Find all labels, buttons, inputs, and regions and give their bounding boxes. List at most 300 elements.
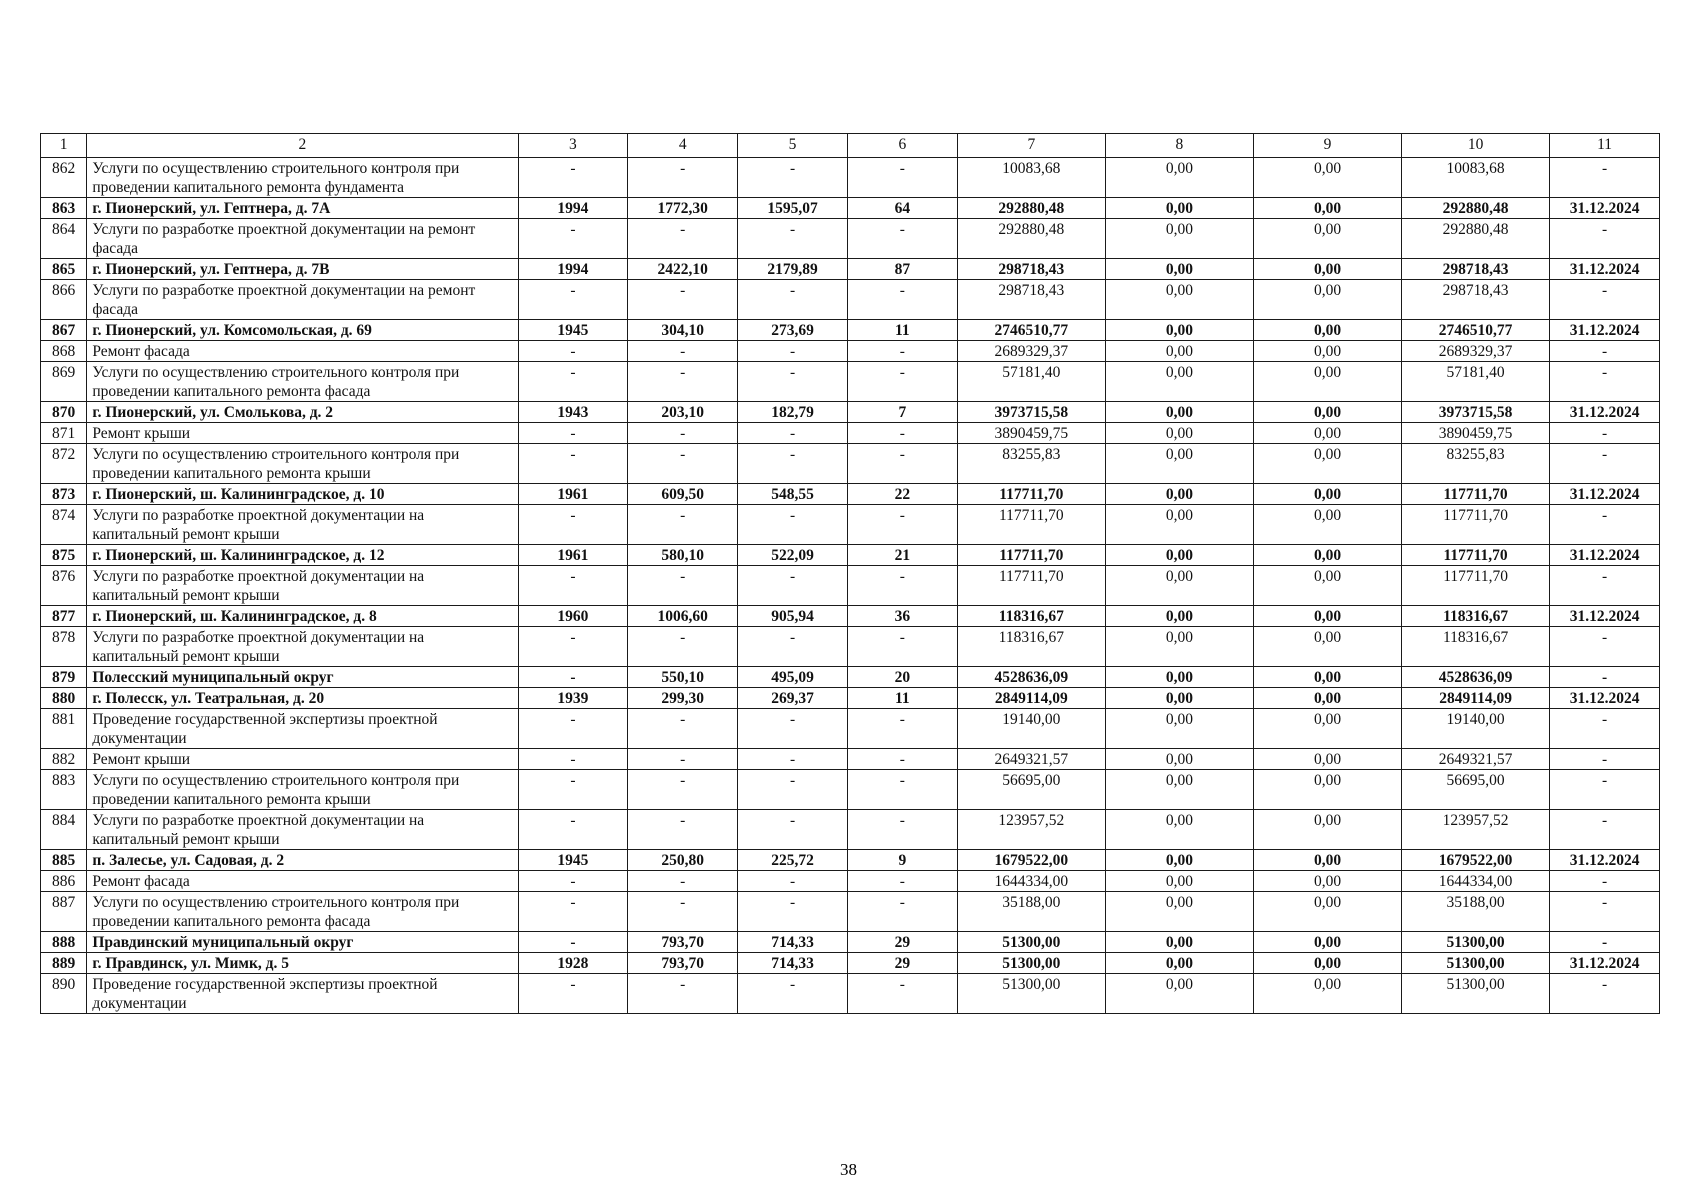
- owners-cost: 35188,00: [1402, 892, 1550, 932]
- fund-cost: 0,00: [1105, 953, 1253, 974]
- living-area: -: [738, 219, 848, 259]
- owners-cost: 1679522,00: [1402, 850, 1550, 871]
- fund-cost: 0,00: [1105, 850, 1253, 871]
- owners-cost: 118316,67: [1402, 606, 1550, 627]
- work-row: [41, 627, 1660, 667]
- total-cost: 118316,67: [957, 627, 1105, 667]
- owners-cost: 117711,70: [1402, 505, 1550, 545]
- residents: -: [847, 423, 957, 444]
- fund-cost: 0,00: [1105, 932, 1253, 953]
- budget-cost: 0,00: [1253, 219, 1401, 259]
- total-area: -: [628, 770, 738, 810]
- total-cost: 4528636,09: [957, 667, 1105, 688]
- fund-cost: 0,00: [1105, 709, 1253, 749]
- total-area: -: [628, 709, 738, 749]
- living-area: 225,72: [738, 850, 848, 871]
- row-number: 876: [41, 566, 87, 606]
- fund-cost: 0,00: [1105, 545, 1253, 566]
- living-area: -: [738, 871, 848, 892]
- total-cost: 118316,67: [957, 606, 1105, 627]
- address-row: [41, 850, 1660, 871]
- completion-date: -: [1550, 749, 1660, 770]
- living-area: 1595,07: [738, 198, 848, 219]
- total-area: -: [628, 627, 738, 667]
- work-name: Услуги по осуществлению строительного контроля при проведении капитального ремонта крыши: [87, 444, 518, 484]
- total-cost: 1644334,00: [957, 871, 1105, 892]
- year-built: -: [518, 341, 628, 362]
- budget-cost: 0,00: [1253, 444, 1401, 484]
- owners-cost: 117711,70: [1402, 545, 1550, 566]
- completion-date: -: [1550, 627, 1660, 667]
- row-number: 875: [41, 545, 87, 566]
- year-built: -: [518, 709, 628, 749]
- address-row: [41, 198, 1660, 219]
- completion-date: -: [1550, 566, 1660, 606]
- owners-cost: 2746510,77: [1402, 320, 1550, 341]
- row-number: 864: [41, 219, 87, 259]
- column-number-row: [41, 134, 1660, 158]
- fund-cost: 0,00: [1105, 402, 1253, 423]
- row-number: 871: [41, 423, 87, 444]
- living-area: -: [738, 505, 848, 545]
- address-row: [41, 953, 1660, 974]
- budget-cost: 0,00: [1253, 953, 1401, 974]
- total-area: 580,10: [628, 545, 738, 566]
- owners-cost: 51300,00: [1402, 974, 1550, 1014]
- budget-cost: 0,00: [1253, 749, 1401, 770]
- row-number: 874: [41, 505, 87, 545]
- total-area: 203,10: [628, 402, 738, 423]
- row-number: 889: [41, 953, 87, 974]
- work-name: Услуги по осуществлению строительного контроля при проведении капитального ремонта фундамента: [87, 158, 518, 198]
- budget-cost: 0,00: [1253, 402, 1401, 423]
- fund-cost: 0,00: [1105, 280, 1253, 320]
- residents: -: [847, 892, 957, 932]
- total-area: -: [628, 871, 738, 892]
- living-area: -: [738, 341, 848, 362]
- address-row: [41, 402, 1660, 423]
- living-area: 548,55: [738, 484, 848, 505]
- completion-date: 31.12.2024: [1550, 484, 1660, 505]
- living-area: -: [738, 770, 848, 810]
- living-area: 269,37: [738, 688, 848, 709]
- year-built: -: [518, 892, 628, 932]
- column-number-header: 3: [518, 134, 628, 158]
- work-row: [41, 566, 1660, 606]
- residents: -: [847, 566, 957, 606]
- residents: -: [847, 341, 957, 362]
- work-name: Услуги по осуществлению строительного контроля при проведении капитального ремонта фасада: [87, 362, 518, 402]
- total-area: -: [628, 974, 738, 1014]
- living-area: -: [738, 280, 848, 320]
- total-cost: 56695,00: [957, 770, 1105, 810]
- completion-date: -: [1550, 280, 1660, 320]
- total-cost: 83255,83: [957, 444, 1105, 484]
- year-built: -: [518, 158, 628, 198]
- total-cost: 117711,70: [957, 484, 1105, 505]
- row-number: 882: [41, 749, 87, 770]
- row-number: 862: [41, 158, 87, 198]
- budget-cost: 0,00: [1253, 932, 1401, 953]
- total-area: -: [628, 362, 738, 402]
- living-area: 714,33: [738, 953, 848, 974]
- total-area: 1772,30: [628, 198, 738, 219]
- owners-cost: 51300,00: [1402, 953, 1550, 974]
- living-area: -: [738, 892, 848, 932]
- work-row: [41, 280, 1660, 320]
- row-number: 877: [41, 606, 87, 627]
- owners-cost: 4528636,09: [1402, 667, 1550, 688]
- residents: -: [847, 770, 957, 810]
- owners-cost: 292880,48: [1402, 198, 1550, 219]
- works-table: [40, 133, 1660, 1014]
- fund-cost: 0,00: [1105, 688, 1253, 709]
- row-number: 869: [41, 362, 87, 402]
- owners-cost: 292880,48: [1402, 219, 1550, 259]
- owners-cost: 118316,67: [1402, 627, 1550, 667]
- year-built: 1945: [518, 850, 628, 871]
- total-cost: 19140,00: [957, 709, 1105, 749]
- completion-date: -: [1550, 871, 1660, 892]
- owners-cost: 56695,00: [1402, 770, 1550, 810]
- row-number: 881: [41, 709, 87, 749]
- owners-cost: 298718,43: [1402, 280, 1550, 320]
- residents: -: [847, 871, 957, 892]
- row-number: 867: [41, 320, 87, 341]
- owners-cost: 117711,70: [1402, 484, 1550, 505]
- residents: -: [847, 505, 957, 545]
- total-area: -: [628, 444, 738, 484]
- living-area: 182,79: [738, 402, 848, 423]
- fund-cost: 0,00: [1105, 423, 1253, 444]
- year-built: -: [518, 770, 628, 810]
- budget-cost: 0,00: [1253, 484, 1401, 505]
- completion-date: -: [1550, 932, 1660, 953]
- residents: -: [847, 280, 957, 320]
- work-name: Проведение государственной экспертизы проектной документации: [87, 709, 518, 749]
- work-row: [41, 892, 1660, 932]
- work-row: [41, 810, 1660, 850]
- work-name: Правдинский муниципальный округ: [87, 932, 518, 953]
- fund-cost: 0,00: [1105, 892, 1253, 932]
- completion-date: -: [1550, 505, 1660, 545]
- row-number: 873: [41, 484, 87, 505]
- budget-cost: 0,00: [1253, 850, 1401, 871]
- residents: 87: [847, 259, 957, 280]
- budget-cost: 0,00: [1253, 423, 1401, 444]
- living-area: -: [738, 362, 848, 402]
- work-name: г. Правдинск, ул. Мимк, д. 5: [87, 953, 518, 974]
- row-number: 880: [41, 688, 87, 709]
- work-name: Услуги по разработке проектной документации на капитальный ремонт крыши: [87, 810, 518, 850]
- total-cost: 51300,00: [957, 953, 1105, 974]
- work-name: Проведение государственной экспертизы проектной документации: [87, 974, 518, 1014]
- year-built: 1943: [518, 402, 628, 423]
- residents: 36: [847, 606, 957, 627]
- fund-cost: 0,00: [1105, 606, 1253, 627]
- year-built: -: [518, 810, 628, 850]
- work-name: Услуги по разработке проектной документации на ремонт фасада: [87, 280, 518, 320]
- work-row: [41, 974, 1660, 1014]
- year-built: -: [518, 749, 628, 770]
- fund-cost: 0,00: [1105, 444, 1253, 484]
- completion-date: -: [1550, 219, 1660, 259]
- residents: -: [847, 444, 957, 484]
- living-area: -: [738, 974, 848, 1014]
- budget-cost: 0,00: [1253, 627, 1401, 667]
- fund-cost: 0,00: [1105, 566, 1253, 606]
- residents: -: [847, 749, 957, 770]
- row-number: 868: [41, 341, 87, 362]
- fund-cost: 0,00: [1105, 810, 1253, 850]
- residents: -: [847, 158, 957, 198]
- year-built: -: [518, 219, 628, 259]
- residents: -: [847, 974, 957, 1014]
- year-built: 1945: [518, 320, 628, 341]
- fund-cost: 0,00: [1105, 484, 1253, 505]
- total-cost: 35188,00: [957, 892, 1105, 932]
- work-row: [41, 423, 1660, 444]
- row-number: 885: [41, 850, 87, 871]
- fund-cost: 0,00: [1105, 219, 1253, 259]
- address-row: [41, 932, 1660, 953]
- work-row: [41, 505, 1660, 545]
- total-area: -: [628, 158, 738, 198]
- fund-cost: 0,00: [1105, 341, 1253, 362]
- residents: 29: [847, 932, 957, 953]
- living-area: 714,33: [738, 932, 848, 953]
- budget-cost: 0,00: [1253, 341, 1401, 362]
- budget-cost: 0,00: [1253, 362, 1401, 402]
- living-area: 495,09: [738, 667, 848, 688]
- column-number-header: 9: [1253, 134, 1401, 158]
- work-name: Услуги по разработке проектной документации на капитальный ремонт крыши: [87, 566, 518, 606]
- completion-date: -: [1550, 158, 1660, 198]
- total-area: 250,80: [628, 850, 738, 871]
- completion-date: -: [1550, 667, 1660, 688]
- total-cost: 57181,40: [957, 362, 1105, 402]
- completion-date: -: [1550, 974, 1660, 1014]
- total-cost: 292880,48: [957, 219, 1105, 259]
- total-cost: 123957,52: [957, 810, 1105, 850]
- year-built: 1994: [518, 198, 628, 219]
- owners-cost: 2849114,09: [1402, 688, 1550, 709]
- living-area: -: [738, 444, 848, 484]
- year-built: -: [518, 932, 628, 953]
- year-built: -: [518, 566, 628, 606]
- living-area: 905,94: [738, 606, 848, 627]
- completion-date: 31.12.2024: [1550, 198, 1660, 219]
- row-number: 872: [41, 444, 87, 484]
- column-number-header: 1: [41, 134, 87, 158]
- owners-cost: 298718,43: [1402, 259, 1550, 280]
- column-number-header: 8: [1105, 134, 1253, 158]
- total-area: -: [628, 423, 738, 444]
- owners-cost: 51300,00: [1402, 932, 1550, 953]
- budget-cost: 0,00: [1253, 259, 1401, 280]
- column-number-header: 7: [957, 134, 1105, 158]
- owners-cost: 57181,40: [1402, 362, 1550, 402]
- work-name: Полесский муниципальный округ: [87, 667, 518, 688]
- total-cost: 292880,48: [957, 198, 1105, 219]
- column-number-header: 2: [87, 134, 518, 158]
- total-cost: 298718,43: [957, 280, 1105, 320]
- address-row: [41, 606, 1660, 627]
- year-built: -: [518, 505, 628, 545]
- living-area: 273,69: [738, 320, 848, 341]
- owners-cost: 1644334,00: [1402, 871, 1550, 892]
- work-row: [41, 158, 1660, 198]
- budget-cost: 0,00: [1253, 892, 1401, 932]
- year-built: 1994: [518, 259, 628, 280]
- completion-date: -: [1550, 423, 1660, 444]
- residents: -: [847, 219, 957, 259]
- budget-cost: 0,00: [1253, 688, 1401, 709]
- total-area: -: [628, 219, 738, 259]
- work-row: [41, 444, 1660, 484]
- owners-cost: 83255,83: [1402, 444, 1550, 484]
- row-number: 866: [41, 280, 87, 320]
- owners-cost: 19140,00: [1402, 709, 1550, 749]
- work-name: п. Залесье, ул. Садовая, д. 2: [87, 850, 518, 871]
- budget-cost: 0,00: [1253, 974, 1401, 1014]
- owners-cost: 117711,70: [1402, 566, 1550, 606]
- year-built: -: [518, 871, 628, 892]
- budget-cost: 0,00: [1253, 709, 1401, 749]
- work-name: Услуги по разработке проектной документации на капитальный ремонт крыши: [87, 505, 518, 545]
- year-built: -: [518, 627, 628, 667]
- address-row: [41, 545, 1660, 566]
- row-number: 863: [41, 198, 87, 219]
- fund-cost: 0,00: [1105, 627, 1253, 667]
- column-number-header: 11: [1550, 134, 1660, 158]
- row-number: 865: [41, 259, 87, 280]
- work-name: г. Пионерский, ул. Гептнера, д. 7А: [87, 198, 518, 219]
- budget-cost: 0,00: [1253, 280, 1401, 320]
- owners-cost: 3973715,58: [1402, 402, 1550, 423]
- total-cost: 51300,00: [957, 974, 1105, 1014]
- total-cost: 3973715,58: [957, 402, 1105, 423]
- year-built: -: [518, 444, 628, 484]
- year-built: 1960: [518, 606, 628, 627]
- total-area: 793,70: [628, 932, 738, 953]
- budget-cost: 0,00: [1253, 667, 1401, 688]
- completion-date: -: [1550, 892, 1660, 932]
- residents: -: [847, 709, 957, 749]
- living-area: -: [738, 709, 848, 749]
- work-name: Ремонт крыши: [87, 749, 518, 770]
- address-row: [41, 688, 1660, 709]
- work-name: г. Пионерский, ул. Гептнера, д. 7В: [87, 259, 518, 280]
- work-row: [41, 219, 1660, 259]
- fund-cost: 0,00: [1105, 871, 1253, 892]
- living-area: 2179,89: [738, 259, 848, 280]
- work-name: Услуги по разработке проектной документации на капитальный ремонт крыши: [87, 627, 518, 667]
- total-cost: 298718,43: [957, 259, 1105, 280]
- total-area: -: [628, 341, 738, 362]
- total-area: -: [628, 810, 738, 850]
- living-area: -: [738, 810, 848, 850]
- owners-cost: 3890459,75: [1402, 423, 1550, 444]
- year-built: -: [518, 362, 628, 402]
- total-area: -: [628, 749, 738, 770]
- work-name: г. Полесск, ул. Театральная, д. 20: [87, 688, 518, 709]
- row-number: 887: [41, 892, 87, 932]
- column-number-header: 4: [628, 134, 738, 158]
- completion-date: -: [1550, 810, 1660, 850]
- column-number-header: 5: [738, 134, 848, 158]
- owners-cost: 10083,68: [1402, 158, 1550, 198]
- budget-cost: 0,00: [1253, 770, 1401, 810]
- budget-cost: 0,00: [1253, 566, 1401, 606]
- total-area: 1006,60: [628, 606, 738, 627]
- completion-date: 31.12.2024: [1550, 953, 1660, 974]
- work-name: Ремонт крыши: [87, 423, 518, 444]
- row-number: 886: [41, 871, 87, 892]
- completion-date: -: [1550, 362, 1660, 402]
- work-name: Услуги по осуществлению строительного контроля при проведении капитального ремонта крыши: [87, 770, 518, 810]
- year-built: -: [518, 667, 628, 688]
- total-area: -: [628, 566, 738, 606]
- column-number-header: 6: [847, 134, 957, 158]
- budget-cost: 0,00: [1253, 198, 1401, 219]
- row-number: 878: [41, 627, 87, 667]
- fund-cost: 0,00: [1105, 974, 1253, 1014]
- year-built: 1961: [518, 484, 628, 505]
- residents: -: [847, 627, 957, 667]
- row-number: 884: [41, 810, 87, 850]
- address-row: [41, 320, 1660, 341]
- work-name: г. Пионерский, ш. Калининградское, д. 12: [87, 545, 518, 566]
- completion-date: 31.12.2024: [1550, 259, 1660, 280]
- row-number: 870: [41, 402, 87, 423]
- budget-cost: 0,00: [1253, 505, 1401, 545]
- address-row: [41, 484, 1660, 505]
- work-name: г. Пионерский, ул. Смолькова, д. 2: [87, 402, 518, 423]
- living-area: -: [738, 158, 848, 198]
- total-cost: 51300,00: [957, 932, 1105, 953]
- work-row: [41, 341, 1660, 362]
- total-cost: 2849114,09: [957, 688, 1105, 709]
- total-cost: 2746510,77: [957, 320, 1105, 341]
- year-built: 1961: [518, 545, 628, 566]
- living-area: -: [738, 566, 848, 606]
- fund-cost: 0,00: [1105, 667, 1253, 688]
- total-area: 550,10: [628, 667, 738, 688]
- total-cost: 1679522,00: [957, 850, 1105, 871]
- total-area: 304,10: [628, 320, 738, 341]
- fund-cost: 0,00: [1105, 770, 1253, 810]
- work-name: г. Пионерский, ш. Калининградское, д. 8: [87, 606, 518, 627]
- total-cost: 117711,70: [957, 566, 1105, 606]
- living-area: -: [738, 749, 848, 770]
- total-cost: 10083,68: [957, 158, 1105, 198]
- year-built: 1928: [518, 953, 628, 974]
- residents: 29: [847, 953, 957, 974]
- completion-date: -: [1550, 770, 1660, 810]
- work-row: [41, 871, 1660, 892]
- budget-cost: 0,00: [1253, 606, 1401, 627]
- fund-cost: 0,00: [1105, 320, 1253, 341]
- budget-cost: 0,00: [1253, 545, 1401, 566]
- total-cost: 2689329,37: [957, 341, 1105, 362]
- work-name: г. Пионерский, ш. Калининградское, д. 10: [87, 484, 518, 505]
- work-row: [41, 709, 1660, 749]
- total-cost: 3890459,75: [957, 423, 1105, 444]
- completion-date: -: [1550, 709, 1660, 749]
- completion-date: 31.12.2024: [1550, 320, 1660, 341]
- fund-cost: 0,00: [1105, 158, 1253, 198]
